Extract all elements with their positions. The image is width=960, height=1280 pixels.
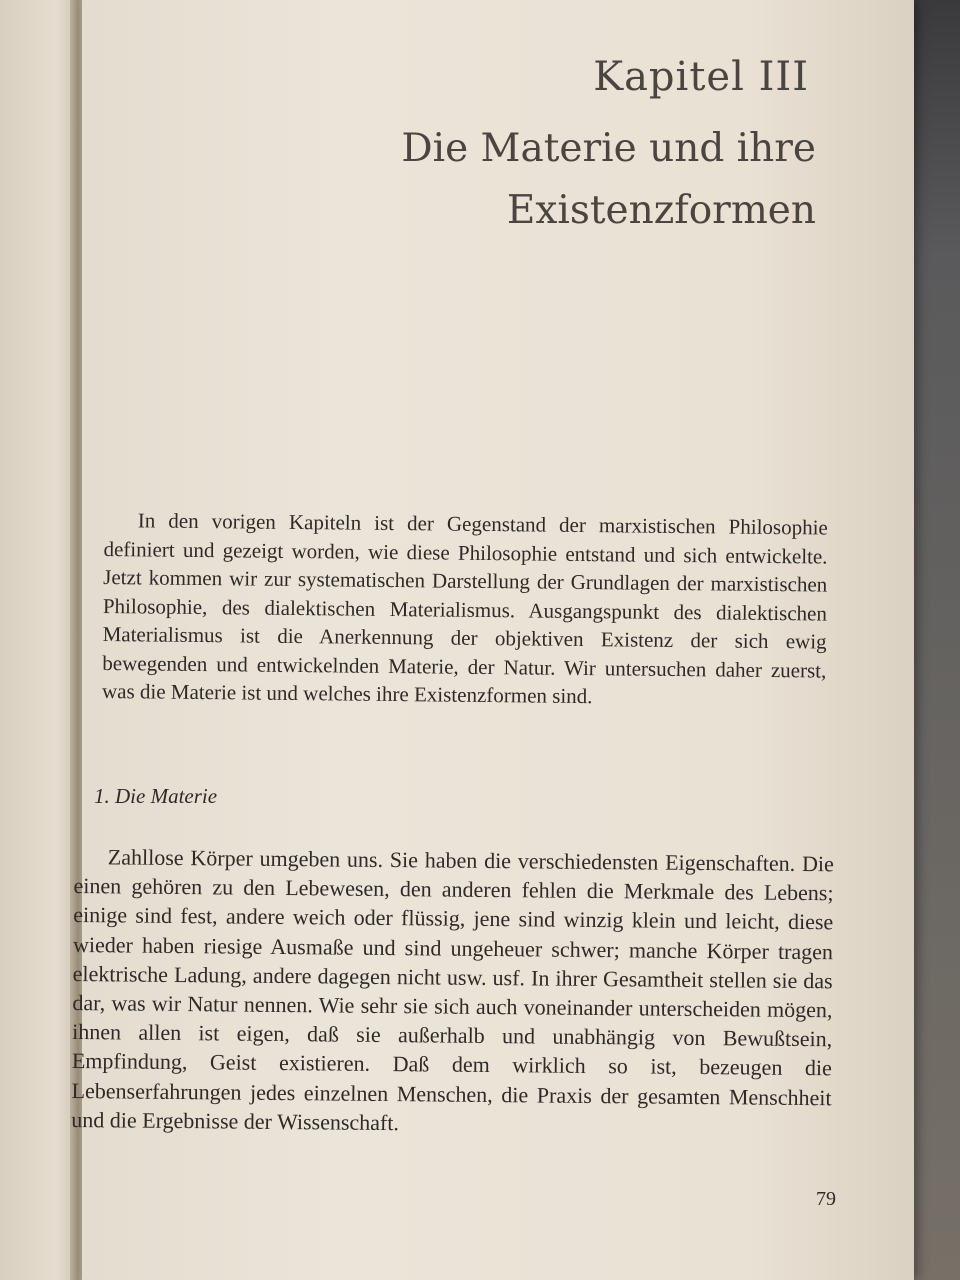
left-page-edge [0,0,80,1280]
section-heading: 1. Die Materie [94,784,218,808]
chapter-number: Kapitel III [593,54,809,100]
section-body-block [71,842,834,1141]
page-number: 79 [816,1188,836,1210]
intro-paragraph: In den vorigen Kapiteln ist der Gegenstand der marxistischen Philosophie definiert und gezeigt worden, wie diese Philosophie entstand und sich entwickelte. Jetzt kommen wir zur systematischen Darstellung der Grundlagen der marxistischen Philosophie, des dialektischen Materialismus. Ausgangspunkt des dialektischen Materialismus ist die Anerkennung der objektiven Existenz der sich ewig bewegenden und entwickelnden Materie, der Natur. Wir untersuchen daher zuerst, was die Materie ist und welches ihre Existenzformen sind. [101,508,828,709]
book-page [71,0,914,1280]
chapter-title: Die Materie und ihre Existenzformen [401,126,816,233]
intro-paragraph-block [102,506,828,713]
section-paragraph: Zahllose Körper umgeben uns. Sie haben die verschiedensten Eigenschaften. Die einen gehören zu den Lebewesen, den anderen fehlen die Merkmale des Lebens; einige sind fest, andere weich oder flüssig, jene sind winzig klein und leicht, diese wieder haben riesige Ausmaße und sind ungeheuer schwer; manche Körper tragen elektrische Ladung, andere dagegen nicht usw. usf. In ihrer Gesamtheit stellen sie das dar, was wir Natur nennen. Wie sehr sie sich auch voneinander unterscheiden mögen, ihnen allen ist eigen, daß sie außerhalb und unabhängig von Bewußtsein, Empfindung, Geist existieren. Daß dem wirklich so ist, bezeugen die Lebenserfahrungen jedes einzelnen Menschen, die Praxis der gesamten Menschheit und die Ergebnisse der Wissenschaft. [71,844,834,1135]
